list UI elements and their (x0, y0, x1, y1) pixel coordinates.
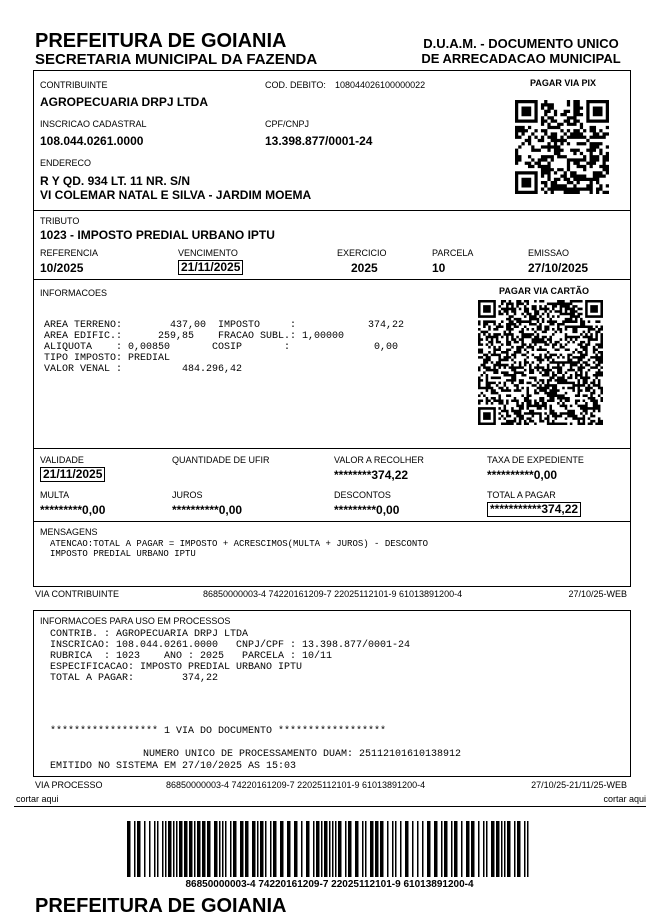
informacoes-line: TIPO IMPOSTO: PREDIAL (44, 353, 171, 364)
barcode (127, 821, 532, 877)
processos-label: INFORMACOES PARA USO EM PROCESSOS (40, 616, 231, 626)
contribuinte-name: AGROPECUARIA DRPJ LTDA (40, 95, 209, 109)
via-documento-line: ****************** 1 VIA DO DOCUMENTO ****************** (50, 726, 387, 737)
cpf-cnpj-label: CPF/CNPJ (265, 119, 310, 129)
endereco-line1: R Y QD. 934 LT. 11 NR. S/N (40, 174, 191, 188)
vencimento-label: VENCIMENTO (178, 248, 238, 258)
processos-line: TOTAL A PAGAR: 374,22 (50, 673, 219, 684)
barcode-text: 86850000003-4 74220161209-7 22025112101-9 61013891200-4 (185, 879, 474, 890)
divider (33, 521, 631, 522)
via-contribuinte-code: 86850000003-4 74220161209-7 22025112101-9 61013891200-4 (203, 589, 463, 599)
processos-line: RUBRICA : 1023 ANO : 2025 PARCELA : 10/11 (50, 651, 333, 662)
ufir-label: QUANTIDADE DE UFIR (172, 455, 270, 465)
doc-title-line1: D.U.A.M. - DOCUMENTO UNICO (423, 36, 619, 51)
exercicio-value: 2025 (351, 261, 378, 275)
via-processo-label: VIA PROCESSO (35, 780, 103, 790)
referencia-label: REFERENCIA (40, 248, 99, 258)
multa-value: *********0,00 (40, 503, 106, 517)
via-contribuinte-label: VIA CONTRIBUINTE (35, 589, 120, 599)
processos-lines (50, 629, 410, 684)
emitido-line: EMITIDO NO SISTEMA EM 27/10/2025 AS 15:03 (50, 761, 297, 772)
informacoes-label: INFORMACOES (40, 288, 108, 298)
informacoes-line: AREA TERRENO: 437,00 IMPOSTO : 374,22 (44, 320, 405, 331)
informacoes-line: ALIQUOTA : 0,00850 COSIP : 0,00 (44, 342, 399, 353)
tributo-label: TRIBUTO (40, 216, 80, 226)
endereco-line2: VI COLEMAR NATAL E SILVA - JARDIM MOEMA (40, 188, 312, 202)
footer-title: PREFEITURA DE GOIANIA (35, 895, 287, 917)
divider (33, 210, 631, 211)
cortar-aqui-right: cortar aqui (603, 794, 646, 804)
descontos-value: *********0,00 (334, 503, 400, 517)
informacoes-lines (44, 320, 404, 375)
barcode-bars (127, 821, 529, 877)
qr-modules (515, 100, 609, 194)
multa-label: MULTA (40, 490, 70, 500)
cod-debito-value: 108044026100000022 (335, 80, 426, 90)
inscricao-label: INSCRICAO CADASTRAL (40, 119, 147, 129)
endereco-label: ENDERECO (40, 158, 92, 168)
qr-modules (478, 300, 603, 425)
parcela-label: PARCELA (432, 248, 474, 258)
cartao-qr-code[interactable] (478, 300, 603, 425)
informacoes-line: AREA EDIFIC.: 259,85 FRACAO SUBL.: 1,00000 (44, 331, 345, 342)
contribuinte-label: CONTRIBUINTE (40, 80, 108, 90)
via-processo-code: 86850000003-4 74220161209-7 22025112101-9 61013891200-4 (166, 780, 426, 790)
cut-line (14, 806, 646, 807)
informacoes-line: VALOR VENAL : 484.296,42 (44, 364, 243, 375)
processos-line: ESPECIFICACAO: IMPOSTO PREDIAL URBANO IPTU (50, 662, 303, 673)
parcela-value: 10 (432, 261, 446, 275)
doc-title-line2: DE ARRECADACAO MUNICIPAL (421, 51, 621, 66)
numero-unico-line: NUMERO UNICO DE PROCESSAMENTO DUAM: 25112101610138912 (143, 749, 462, 760)
exercicio-label: EXERCICIO (337, 248, 387, 258)
total-value: ***********374,22 (487, 502, 581, 517)
mensagem-line1: ATENCAO:TOTAL A PAGAR = IMPOSTO + ACRESCIMOS(MULTA + JUROS) - DESCONTO (50, 539, 429, 549)
inscricao-value: 108.044.0261.0000 (40, 134, 144, 148)
processos-line: CONTRIB. : AGROPECUARIA DRPJ LTDA (50, 629, 249, 640)
taxa-label: TAXA DE EXPEDIENTE (487, 455, 584, 465)
cortar-aqui-left: cortar aqui (16, 794, 59, 804)
taxa-value: **********0,00 (487, 468, 558, 482)
validade-label: VALIDADE (40, 455, 84, 465)
valor-recolher-value: ********374,22 (334, 468, 409, 482)
juros-label: JUROS (172, 490, 203, 500)
emissao-value: 27/10/2025 (528, 261, 589, 275)
emissao-label: EMISSAO (528, 248, 570, 258)
header-title: PREFEITURA DE GOIANIA (35, 30, 287, 52)
mensagem-line2: IMPOSTO PREDIAL URBANO IPTU (50, 549, 196, 559)
vencimento-value: 21/11/2025 (178, 260, 243, 275)
cod-debito-label: COD. DEBITO: (265, 80, 326, 90)
valor-recolher-label: VALOR A RECOLHER (334, 455, 424, 465)
descontos-label: DESCONTOS (334, 490, 391, 500)
validade-value: 21/11/2025 (40, 467, 105, 482)
cpf-cnpj-value: 13.398.877/0001-24 (265, 134, 373, 148)
pix-label: PAGAR VIA PIX (529, 78, 596, 88)
cartao-label: PAGAR VIA CARTÃO (499, 286, 589, 296)
referencia-value: 10/2025 (40, 261, 84, 275)
via-processo-date: 27/10/25-21/11/25-WEB (531, 780, 627, 790)
tributo-value: 1023 - IMPOSTO PREDIAL URBANO IPTU (40, 228, 275, 242)
divider (33, 279, 631, 280)
total-label: TOTAL A PAGAR (487, 490, 556, 500)
via-contribuinte-date: 27/10/25-WEB (568, 589, 627, 599)
pix-qr-code[interactable] (515, 100, 609, 194)
juros-value: **********0,00 (172, 503, 243, 517)
mensagens-label: MENSAGENS (40, 527, 98, 537)
header-subtitle: SECRETARIA MUNICIPAL DA FAZENDA (35, 51, 318, 68)
divider (33, 448, 631, 449)
processos-line: INSCRICAO: 108.044.0261.0000 CNPJ/CPF : 13.398.877/0001-24 (50, 640, 411, 651)
